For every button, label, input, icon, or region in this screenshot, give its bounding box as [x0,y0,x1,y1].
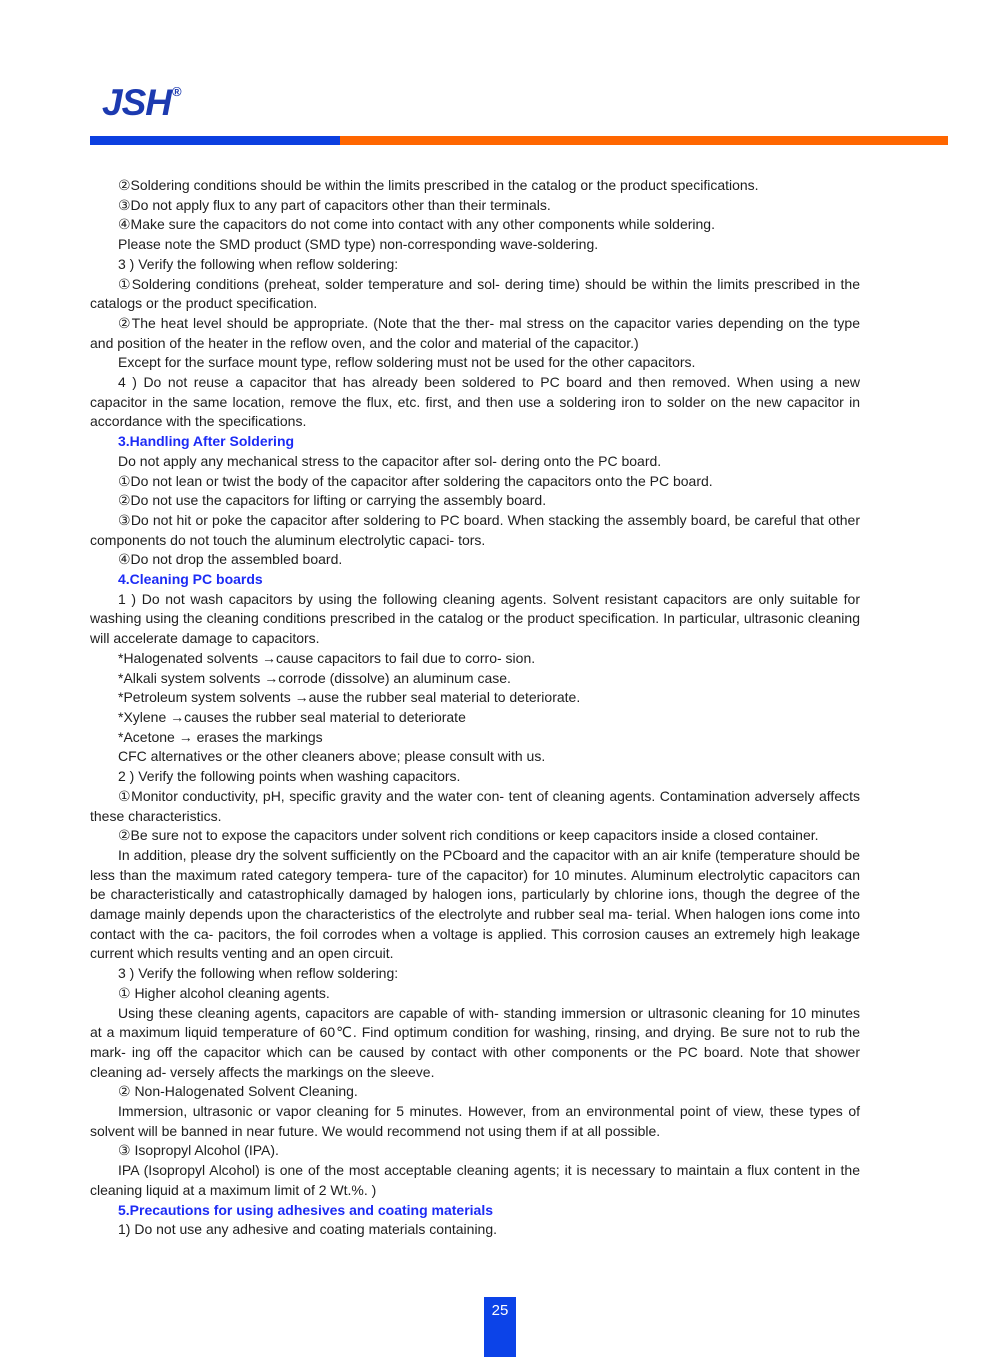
paragraph: 3 ) Verify the following when reflow soldering: [118,965,399,982]
page-number: 25 [491,1302,509,1319]
paragraph: Immersion, ultrasonic or vapor cleaning for 5 minutes. However, from an environmental point of view, these types of solvent will be banned in near future. We would recommend not using them if at all possible. [90,1103,860,1139]
paragraph: ③Do not apply flux to any part of capacitors other than their terminals. [118,196,551,213]
paragraph: IPA (Isopropyl Alcohol) is one of the most acceptable cleaning agents; it is necessary to maintain a flux content in the cleaning liquid at a maximum limit of 2 Wt.%. ) [90,1162,860,1198]
brand-logo-text: JSH [102,82,171,123]
header-rule-orange-segment [340,136,948,145]
paragraph: ④Make sure the capacitors do not come into contact with any other components while soldering. [118,216,715,233]
paragraph: *Alkali system solvents →corrode (dissolve) an aluminum case. [118,669,511,686]
section-heading: 4.Cleaning PC boards [118,571,263,588]
paragraph: Do not apply any mechanical stress to the capacitor after sol- dering onto the PC board. [118,452,662,469]
header-rule-blue-segment [90,136,340,145]
paragraph: ②Be sure not to expose the capacitors under solvent rich conditions or keep capacitors inside a closed container. [118,827,819,844]
paragraph: *Acetone → erases the markings [118,728,323,745]
registered-trademark-icon: ® [171,83,182,99]
section-heading: 3.Handling After Soldering [118,433,295,450]
paragraph: ④Do not drop the assembled board. [118,551,343,568]
paragraph: ③Do not hit or poke the capacitor after soldering to PC board. When stacking the assembly board, be careful that other components do not touch the aluminum electrolytic capaci- tors. [90,511,860,548]
paragraph: ②Do not use the capacitors for lifting or carrying the assembly board. [118,492,547,509]
paragraph: Using these cleaning agents, capacitors are capable of with- standing immersion or ultrasonic cleaning for 10 minutes at a maximum liquid temperature of 60℃. Find optimum condition for washing, rinsing, and drying. Be sure not to rub the mark- ing off the capacitor which can be caused by contact with other components or the PC board. Note that shower cleaning ad- versely affects the markings on the sleeve. [90,1004,860,1080]
paragraph: 1) Do not use any adhesive and coating materials containing. [118,1221,498,1238]
paragraph: 3 ) Verify the following when reflow soldering: [118,255,399,272]
paragraph: ①Do not lean or twist the body of the capacitor after soldering the capacitors onto the PC board. [118,472,713,489]
paragraph: *Petroleum system solvents →ause the rubber seal material to deteriorate. [118,689,581,706]
paragraph: ①Soldering conditions (preheat, solder temperature and sol- dering time) should be within the limits prescribed in the catalogs or the product specification. [90,275,860,312]
paragraph: In addition, please dry the solvent sufficiently on the PCboard and the capacitor with an air knife (temperature should be less than the maximum rated category tempera- ture of the capacitor) for 10 minutes. Aluminum electrolytic capacitors can be characteristically and catastrophically damaged by halogen ions, particularly by chlorine ions, though the degree of the damage mainly depends upon the characteristics of the electrolyte and rubber seal ma- terial. When halogen ions come into contact with the ca- pacitors, the foil corrodes when a voltage is applied. This corrosion causes an extremely high leakage current which results venting and an open circuit. [90,846,860,962]
paragraph: ③ Isopropyl Alcohol (IPA). [118,1142,279,1159]
page-number-badge [484,1297,516,1357]
paragraph: 2 ) Verify the following points when washing capacitors. [118,768,461,785]
document-body [90,176,860,1240]
paragraph: Except for the surface mount type, reflow soldering must not be used for the other capacitors. [118,354,696,371]
paragraph: 4 ) Do not reuse a capacitor that has already been soldered to PC board and then removed. When using a new capacitor in the same location, remove the flux, etc. first, and then use a soldering iron to solder on the new capacitor in accordance with the specifications. [90,374,860,430]
paragraph: ②Soldering conditions should be within the limits prescribed in the catalog or the product specifications. [118,177,759,193]
paragraph: ②The heat level should be appropriate. (Note that the ther- mal stress on the capacitor varies depending on the type and position of the heater in the reflow oven, and the color and material of the capacitor.) [90,314,860,351]
paragraph: CFC alternatives or the other cleaners above; please consult with us. [118,748,546,765]
paragraph: ①Monitor conductivity, pH, specific gravity and the water con- tent of cleaning agents. Contamination adversely affects these characteristics. [90,787,860,824]
paragraph: *Halogenated solvents →cause capacitors to fail due to corro- sion. [118,649,536,666]
paragraph: Please note the SMD product (SMD type) non-corresponding wave-soldering. [118,236,599,253]
paragraph: *Xylene →causes the rubber seal material to deteriorate [118,708,466,725]
section-heading: 5.Precautions for using adhesives and coating materials [118,1201,494,1218]
paragraph: 1 ) Do not wash capacitors by using the following cleaning agents. Solvent resistant capacitors are only suitable for washing using the cleaning conditions prescribed in the catalog or the product specification. In particular, ultrasonic cleaning will accelerate damage to capacitors. [90,590,860,647]
paragraph: ① Higher alcohol cleaning agents. [118,984,330,1001]
header-rule [90,136,948,145]
brand-logo [102,84,181,121]
paragraph: ② Non-Halogenated Solvent Cleaning. [118,1083,358,1100]
